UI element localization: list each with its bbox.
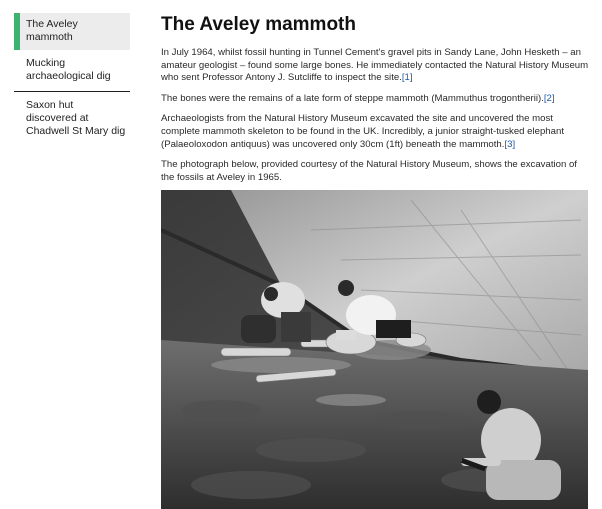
page-title: The Aveley mammoth: [161, 14, 356, 35]
paragraph-text: Archaeologists from the Natural History Museum excavated the site and uncovered the most complete mammoth skeleton to be found in the UK. Incredibly, a junior straight-tusked elephant (Palaeoloxodon antiquus) was uncovered only 30cm (1ft) beneath the mammoth.: [161, 113, 564, 150]
paragraph-excavation: [161, 113, 589, 151]
paragraph-text: The photograph below, provided courtesy of the Natural History Museum, shows the excavation of the fossils at Aveley in 1965.: [161, 159, 577, 183]
reference-link-1[interactable]: [1]: [401, 72, 413, 84]
article: [161, 13, 589, 192]
sidebar-item-aveley-mammoth[interactable]: The Aveley mammoth: [14, 13, 130, 50]
paragraph-text: The bones were the remains of a late form of steppe mammoth (Mammuthus trogontherii).: [161, 92, 544, 104]
paragraph-text: In July 1964, whilst fossil hunting in Tunnel Cement's gravel pits in Sandy Lane, John Hesketh – an amateur geologist – found some large bones. He immediately contacted the Natural History Museum who sent Professor Antony J. Sutcliffe to inspect the site.: [161, 47, 589, 84]
paragraph-species: [161, 93, 589, 106]
reference-link-2[interactable]: [2]: [543, 92, 555, 104]
paragraph-discovery: [161, 47, 589, 85]
sidebar-item-mucking-dig[interactable]: Mucking archaeological dig: [26, 57, 111, 82]
sidebar-item-saxon-hut[interactable]: Saxon hut discovered at Chadwell St Mary dig: [26, 99, 126, 137]
sidebar-nav: [14, 13, 130, 146]
reference-link-3[interactable]: [3]: [504, 138, 516, 150]
excavation-photograph: [161, 190, 588, 509]
paragraph-photograph: [161, 159, 589, 184]
